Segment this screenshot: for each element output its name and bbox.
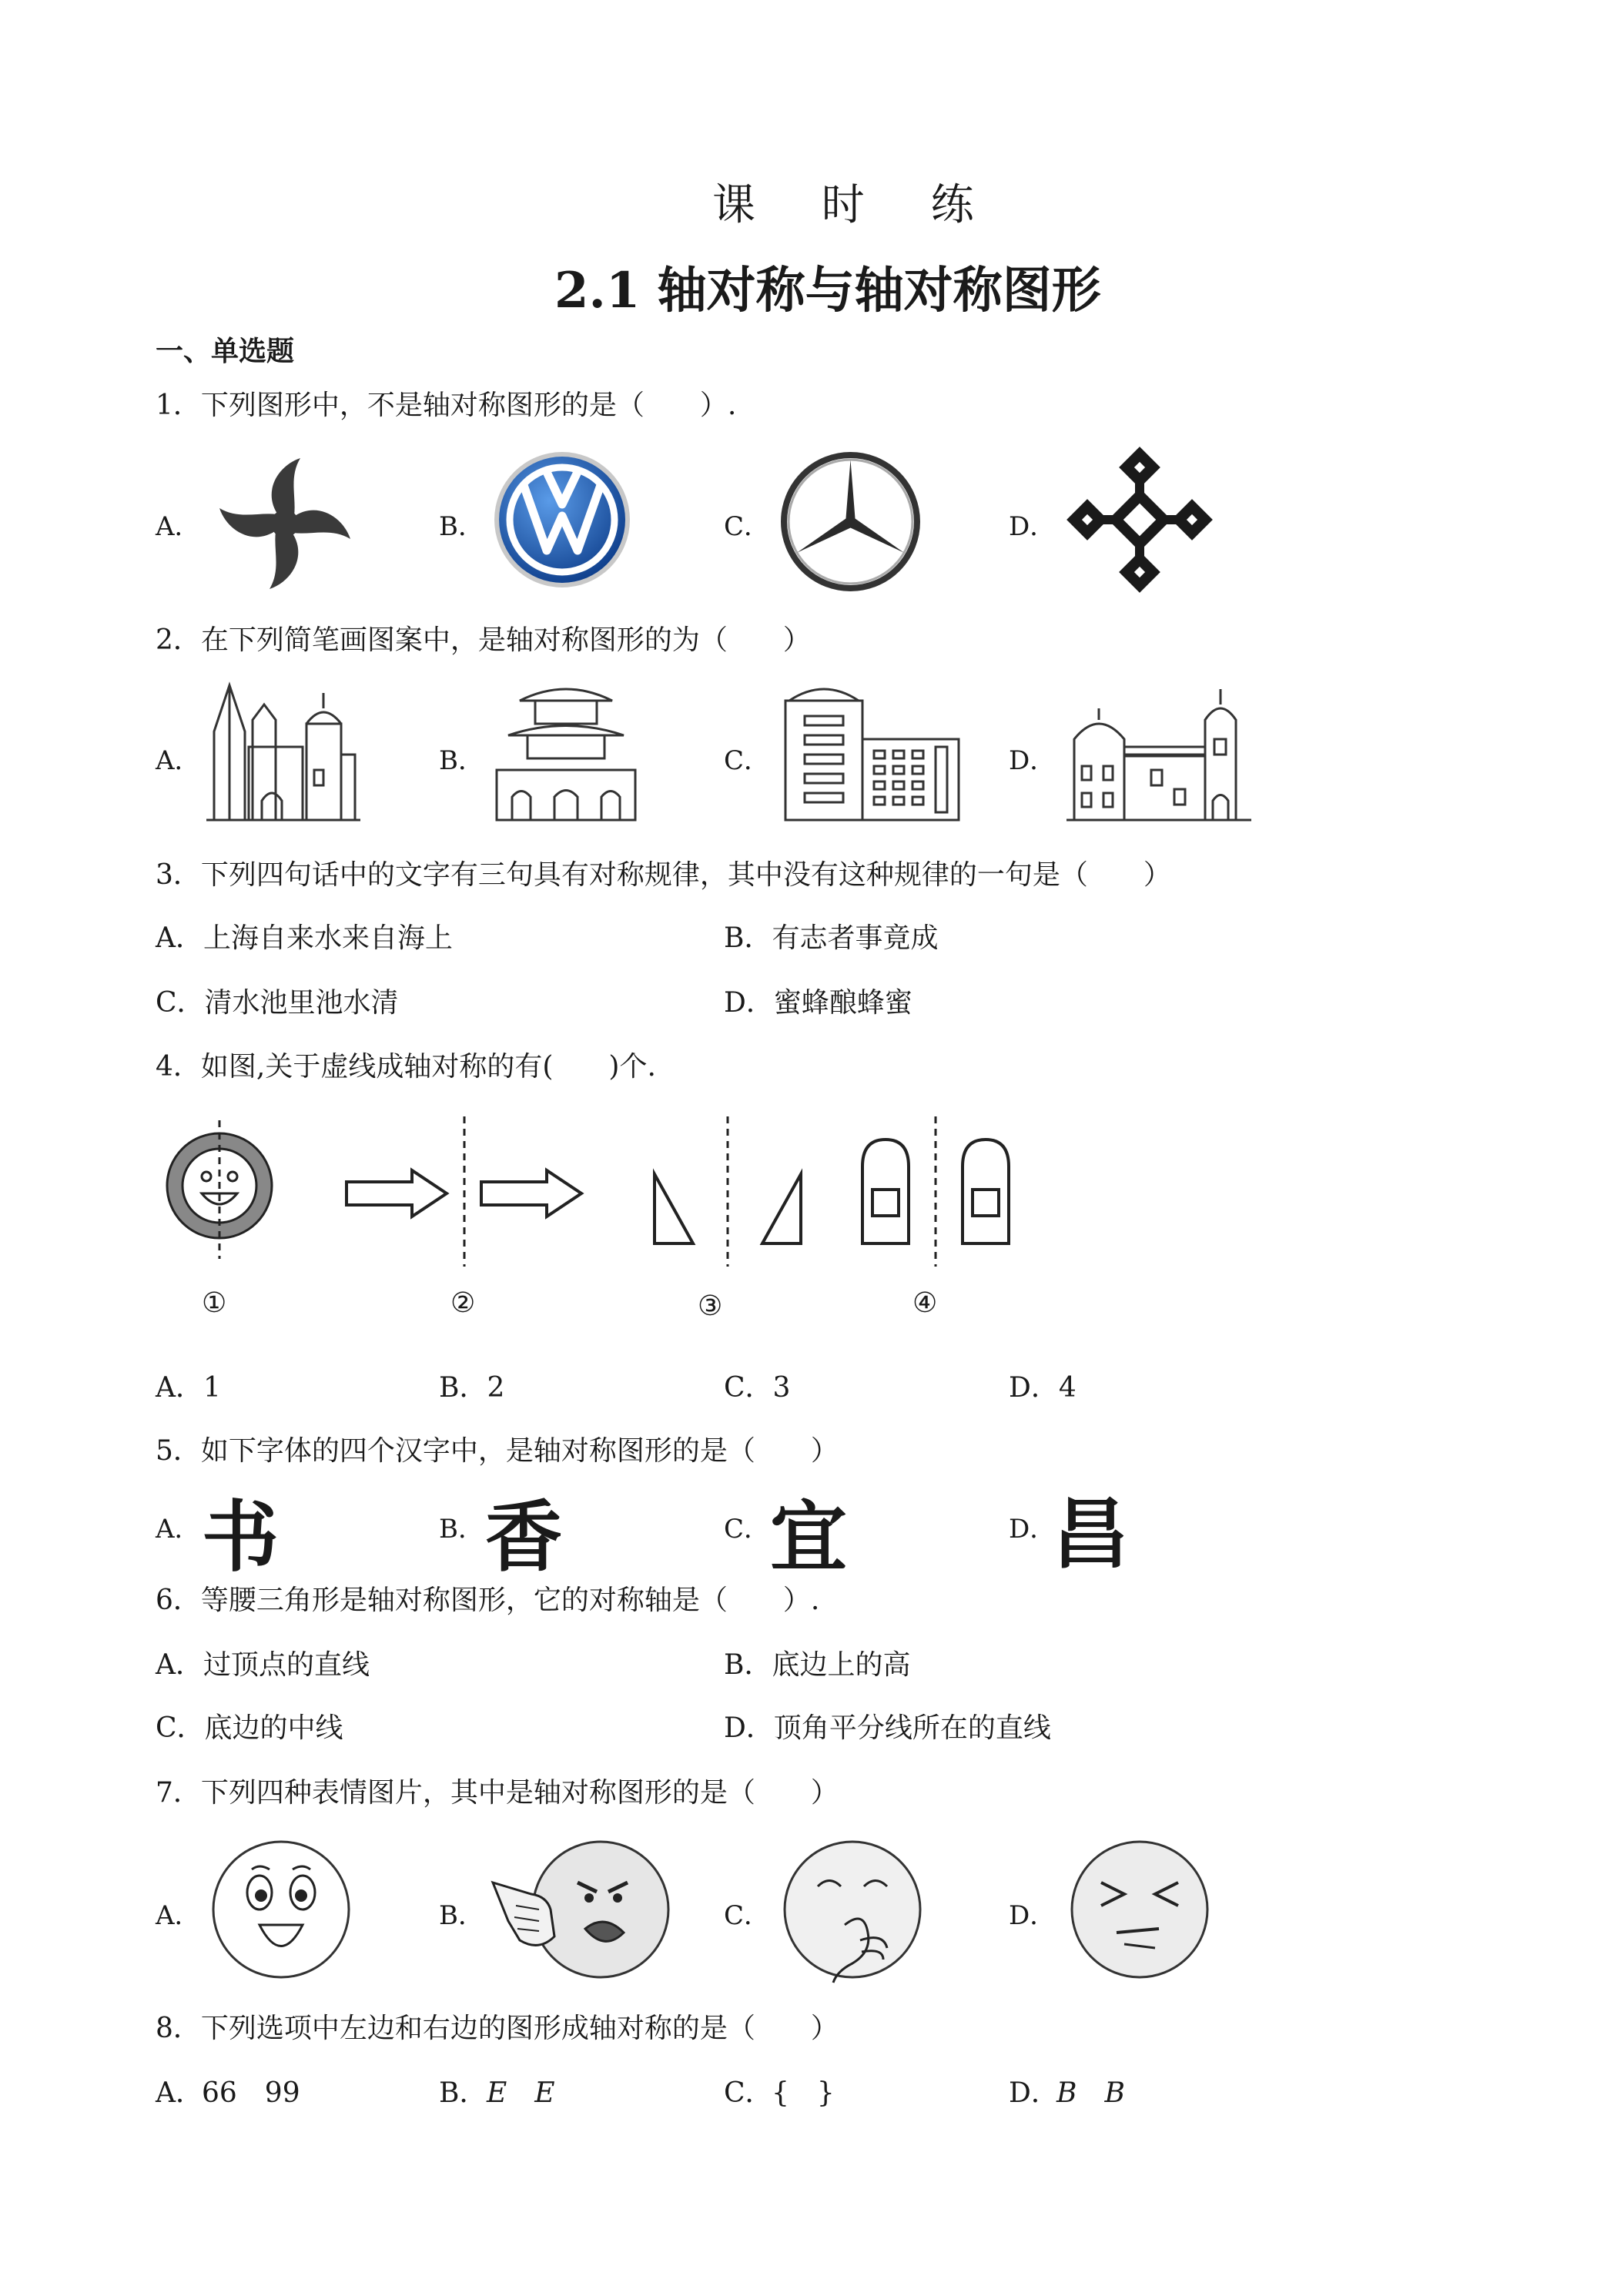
q4-figure-1 xyxy=(162,1116,277,1263)
page-title: 课 时 练 xyxy=(712,180,1000,230)
q8-option-b-content: E E xyxy=(487,2077,555,2109)
q4-figure-number-4: ④ xyxy=(912,1287,938,1319)
q5-character-a: 书 xyxy=(202,1492,279,1582)
question-3-stem: 3．下列四句话中的文字有三句具有对称规律，其中没有这种规律的一句是（ ） xyxy=(156,859,1171,891)
q8-option-d-label[interactable]: D． xyxy=(1009,2077,1059,2109)
pagoda-sketch-icon xyxy=(489,678,643,824)
q4-figure-2 xyxy=(343,1113,589,1267)
vw-logo-icon xyxy=(493,450,631,589)
q4-option-c[interactable]: C．3 xyxy=(724,1372,791,1404)
q7-option-b-label[interactable]: B． xyxy=(439,1900,484,1931)
q2-option-a-label[interactable]: A． xyxy=(156,745,201,776)
q5-option-b-label[interactable]: B． xyxy=(439,1514,484,1545)
diamond-cross-icon xyxy=(1066,447,1213,593)
q5-option-a-label[interactable]: A． xyxy=(156,1514,201,1545)
question-8-stem: 8．下列选项中左边和右边的图形成轴对称的是（ ） xyxy=(156,2013,839,2044)
question-6-stem: 6．等腰三角形是轴对称图形，它的对称轴是（ ）. xyxy=(156,1585,820,1616)
section-heading: 一、单选题 xyxy=(156,335,295,367)
question-1-stem: 1．下列图形中，不是轴对称图形的是（ ）. xyxy=(156,390,737,421)
q4-figure-number-3: ③ xyxy=(698,1290,723,1322)
q6-option-d[interactable]: D．顶角平分线所在的直线 xyxy=(724,1712,1051,1744)
question-2-stem: 2．在下列简笔画图案中，是轴对称图形的为（ ） xyxy=(156,624,811,656)
page-subtitle: 2.1 轴对称与轴对称图形 xyxy=(554,262,1101,320)
q8-option-b-label[interactable]: B． xyxy=(439,2077,487,2109)
q2-option-d-label[interactable]: D． xyxy=(1009,745,1056,776)
q4-option-b[interactable]: B．2 xyxy=(439,1372,505,1404)
q5-character-d: 昌 xyxy=(1052,1489,1129,1579)
q2-option-c-label[interactable]: C． xyxy=(724,745,771,776)
squint-face-icon xyxy=(1066,1836,1213,1983)
happy-face-icon xyxy=(208,1836,354,1983)
q1-option-b-label[interactable]: B． xyxy=(439,511,484,542)
q2-option-b-label[interactable]: B． xyxy=(439,745,484,776)
q1-option-d-label[interactable]: D． xyxy=(1009,511,1056,542)
q7-option-c-label[interactable]: C． xyxy=(724,1900,771,1931)
buildings-sketch-icon xyxy=(778,678,963,824)
q3-option-c[interactable]: C．清水池里池水清 xyxy=(156,987,399,1019)
question-7-stem: 7．下列四种表情图片，其中是轴对称图形的是（ ） xyxy=(156,1777,839,1809)
question-5-stem: 5．如下字体的四个汉字中，是轴对称图形的是（ ） xyxy=(156,1435,839,1467)
q4-figure-4 xyxy=(851,1113,1028,1267)
q5-option-d-label[interactable]: D． xyxy=(1009,1514,1056,1545)
pinwheel-icon xyxy=(212,450,358,597)
q5-option-c-label[interactable]: C． xyxy=(724,1514,771,1545)
q4-option-a[interactable]: A．1 xyxy=(156,1372,221,1404)
question-4-stem: 4．如图,关于虚线成轴对称的有( )个. xyxy=(156,1051,656,1083)
q6-option-a[interactable]: A．过顶点的直线 xyxy=(156,1649,370,1681)
angry-face-icon xyxy=(485,1836,685,1990)
shy-face-icon xyxy=(779,1836,926,1990)
q3-option-a[interactable]: A．上海自来水来自海上 xyxy=(156,922,453,954)
q5-character-b: 香 xyxy=(485,1492,562,1582)
q8-option-a-label[interactable]: A． xyxy=(156,2077,203,2109)
q7-option-a-label[interactable]: A． xyxy=(156,1900,201,1931)
q8-option-a-content: 66 99 xyxy=(202,2077,300,2109)
q8-option-c-label[interactable]: C． xyxy=(724,2077,773,2109)
q5-character-c: 宜 xyxy=(770,1492,847,1582)
q3-option-b[interactable]: B．有志者事竟成 xyxy=(724,922,939,954)
q8-option-d-content: B B xyxy=(1056,2077,1125,2109)
q8-option-c-content: { } xyxy=(772,2077,835,2109)
q6-option-c[interactable]: C．底边的中线 xyxy=(156,1712,343,1744)
castle-sketch-icon xyxy=(206,678,360,824)
q6-option-b[interactable]: B．底边上的高 xyxy=(724,1649,911,1681)
q4-figure-number-2: ② xyxy=(450,1287,476,1319)
q4-figure-number-1: ① xyxy=(202,1287,227,1319)
q1-option-a-label[interactable]: A． xyxy=(156,511,201,542)
q7-option-d-label[interactable]: D． xyxy=(1009,1900,1056,1931)
q4-option-d[interactable]: D．4 xyxy=(1009,1372,1077,1404)
q4-figure-3 xyxy=(643,1113,812,1267)
fortress-sketch-icon xyxy=(1066,678,1263,824)
mercedes-star-icon xyxy=(779,450,922,593)
q3-option-d[interactable]: D．蜜蜂酿蜂蜜 xyxy=(724,987,912,1019)
q1-option-c-label[interactable]: C． xyxy=(724,511,771,542)
